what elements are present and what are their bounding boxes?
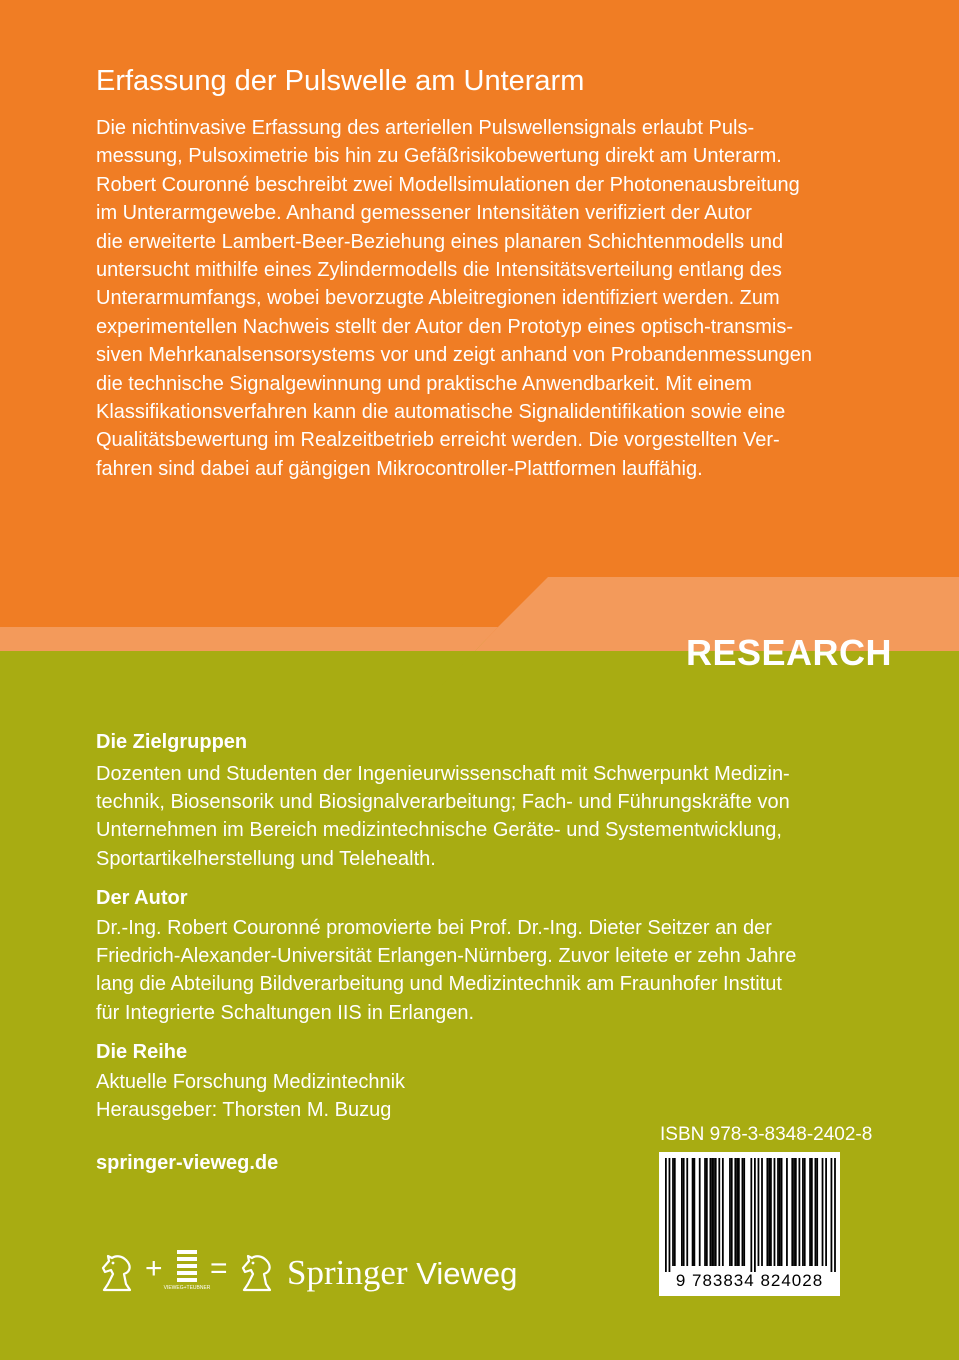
barcode-bar [713, 1158, 715, 1266]
barcode-bar [681, 1158, 683, 1266]
barcode-bar [729, 1158, 731, 1266]
barcode-bar [834, 1158, 836, 1272]
barcode-bar [809, 1158, 811, 1266]
barcode-bar [781, 1158, 783, 1266]
section-body-zielgruppen [96, 760, 790, 873]
barcode-bar [770, 1158, 772, 1266]
barcode-bar [774, 1158, 776, 1266]
barcode-bar [786, 1158, 788, 1266]
barcode-bar [669, 1158, 671, 1272]
blurb-line: experimentellen Nachweis stellt der Autor den Prototyp eines optisch-transmis- [96, 315, 793, 338]
blurb-line: die erweiterte Lambert-Beer-Beziehung eines planaren Schichtenmodells und [96, 230, 784, 253]
barcode-bar [750, 1158, 752, 1272]
barcode-bar [791, 1158, 793, 1266]
blurb-line: Die nichtinvasive Erfassung des arteriellen Pulswellensignals erlaubt Puls- [96, 117, 755, 139]
barcode-bar [738, 1158, 740, 1266]
blurb-line: siven Mehrkanalsensorsystems vor und zeigt anhand von Probandenmessungen [96, 344, 812, 367]
barcode-bar [795, 1158, 797, 1266]
section-body-reihe [96, 1068, 405, 1124]
brand-springer: Springer [287, 1253, 408, 1292]
barcode-bar [683, 1158, 685, 1266]
springer-knight-icon [96, 1250, 138, 1294]
section-line: technik, Biosensorik und Biosignalverarbeitung; Fach- und Führungskräfte von [96, 791, 790, 814]
barcode-bar [672, 1158, 674, 1266]
isbn-label: ISBN 978-3-8348-2402-8 [660, 1124, 873, 1145]
barcode-bar [665, 1158, 667, 1272]
blurb-line: die technische Signalgewinnung und praktische Anwendbarkeit. Mit einem [96, 372, 752, 395]
brand-vieweg: Vieweg [416, 1256, 518, 1291]
barcode-bar [768, 1158, 770, 1266]
barcode-bar [715, 1158, 717, 1266]
section-line: Friedrich-Alexander-Universität Erlangen-Nürnberg. Zuvor leitete er zehn Jahre [96, 945, 797, 968]
vieweg-teubner-logo-icon [163, 1248, 211, 1298]
barcode-bar [710, 1158, 712, 1266]
barcode-bar [758, 1158, 760, 1266]
barcode-bar [793, 1158, 795, 1266]
barcode-bar [761, 1158, 763, 1266]
isbn-barcode [659, 1152, 840, 1296]
barcode-bar [731, 1158, 733, 1266]
springer-vieweg-wordmark [287, 1253, 517, 1293]
section-line: Herausgeber: Thorsten M. Buzug [96, 1099, 392, 1122]
blurb-line: messung, Pulsoximetrie bis hin zu Gefäßrisikobewertung direkt am Unterarm. [96, 145, 782, 168]
barcode-bar [743, 1158, 745, 1266]
barcode-bar [693, 1158, 695, 1266]
barcode-bar [674, 1158, 676, 1266]
blurb-text [96, 114, 916, 483]
barcode-bar [799, 1158, 801, 1266]
barcode-bar [736, 1158, 738, 1266]
blurb-line: fahren sind dabei auf gängigen Mikrocontroller-Plattformen lauffähig. [96, 457, 703, 480]
barcode-bar [754, 1158, 756, 1272]
blurb-line: untersucht mithilfe eines Zylindermodells die Intensitätsverteilung entlang des [96, 259, 782, 282]
section-line: für Integrierte Schaltungen IIS in Erlangen. [96, 1001, 475, 1024]
publisher-url[interactable]: springer-vieweg.de [96, 1152, 279, 1174]
teubner-text: VIEWEG+TEUBNER [163, 1285, 211, 1291]
barcode-bar [686, 1158, 688, 1266]
barcode-bar [711, 1158, 713, 1266]
barcode-bar [779, 1158, 781, 1266]
research-label: RESEARCH [686, 632, 893, 673]
barcode-bar [699, 1158, 701, 1266]
section-line: Aktuelle Forschung Medizintechnik [96, 1071, 406, 1093]
barcode-bar [734, 1158, 736, 1266]
barcode-bar [777, 1158, 779, 1266]
blurb-line: Unterarmumfangs, wobei bevorzugte Ableitregionen identifiziert werden. Zum [96, 287, 780, 310]
section-heading-reihe: Die Reihe [96, 1041, 188, 1063]
barcode-bar [704, 1158, 706, 1266]
barcode-bar [766, 1158, 768, 1266]
section-line: lang die Abteilung Bildverarbeitung und Medizintechnik am Fraunhofer Institut [96, 973, 782, 996]
barcode-bar [816, 1158, 818, 1266]
blurb-line: Klassifikationsverfahren kann die automatische Signalidentifikation sowie eine [96, 401, 786, 424]
section-line: Dozenten und Studenten der Ingenieurwissenschaft mit Schwerpunkt Medizin- [96, 763, 790, 785]
barcode-bar [722, 1158, 724, 1266]
plus-sign: + [145, 1252, 163, 1285]
section-heading-autor: Der Autor [96, 887, 188, 909]
barcode-bar [822, 1158, 824, 1266]
barcode-bar [815, 1158, 817, 1266]
barcode-digits: 9 783834 824028 [675, 1271, 824, 1290]
barcode-bar [692, 1158, 694, 1266]
barcode-bar [706, 1158, 708, 1266]
barcode-bar [811, 1158, 813, 1266]
blurb-line: im Unterarmgewebe. Anhand gemessener Intensitäten verifiziert der Autor [96, 202, 752, 225]
section-line: Unternehmen im Bereich medizintechnische Geräte- und Systementwicklung, [96, 819, 782, 842]
equals-sign: = [210, 1252, 228, 1285]
section-heading-zielgruppen: Die Zielgruppen [96, 731, 248, 753]
section-line: Dr.-Ing. Robert Couronné promovierte bei Prof. Dr.-Ing. Dieter Seitzer an der [96, 917, 772, 939]
book-title: Erfassung der Pulswelle am Unterarm [96, 65, 585, 97]
barcode-bar [831, 1158, 833, 1272]
barcode-bar [742, 1158, 744, 1266]
blurb-line: Qualitätsbewertung im Realzeitbetrieb erreicht werden. Die vorgestellten Ver- [96, 429, 780, 452]
section-body-autor [96, 914, 796, 1027]
section-line: Sportartikelherstellung und Telehealth. [96, 847, 436, 870]
springer-vieweg-knight-icon [236, 1250, 278, 1294]
barcode-bar [802, 1158, 804, 1266]
barcode-bar [825, 1158, 827, 1266]
barcode-bar [804, 1158, 806, 1266]
barcode-bar [718, 1158, 720, 1266]
blurb-line: Robert Couronné beschreibt zwei Modellsimulationen der Photonenausbreitung [96, 173, 800, 196]
